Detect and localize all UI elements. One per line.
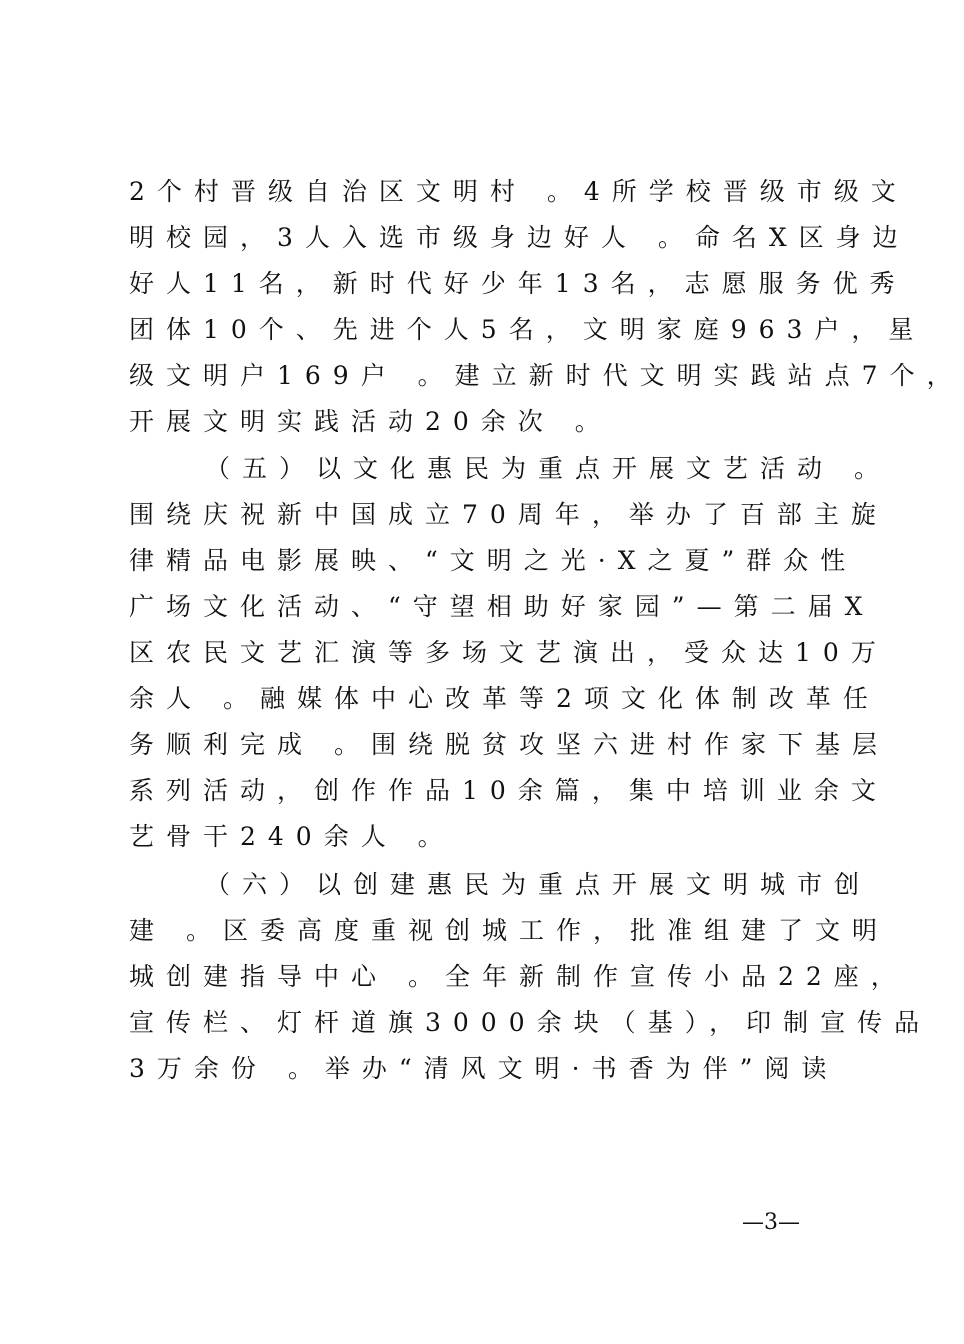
body-line-13: 务顺利完成 。围绕脱贫攻坚六进村作家下基层 [129,730,889,759]
body-line-6: 开展文明实践活动20余次 。 [129,407,612,436]
body-line-19: 宣传栏、灯杆道旗3000余块（基），印制宣传品 [129,1008,932,1037]
body-line-17: 建 。区委高度重视创城工作，批准组建了文明 [129,916,889,945]
body-line-14: 系列活动，创作作品10余篇，集中培训业余文 [129,776,888,805]
section-heading-6: （六）以创建惠民为重点开展文明城市创 [205,870,872,899]
body-line-4: 团体10个、先进个人5名，文明家庭963户，星 [129,315,926,344]
body-line-18: 城创建指导中心 。全年新制作宣传小品22座， [129,962,908,991]
body-line-5: 级文明户169户 。建立新时代文明实践站点7个， [129,361,964,390]
body-line-3: 好人11名，新时代好少年13名，志愿服务优秀 [129,269,907,298]
body-line-9: 律精品电影展映、“文明之光·X之夏”群众性 [129,546,858,575]
body-line-15: 艺骨干240余人 。 [129,822,455,851]
body-line-1: 2个村晋级自治区文明村 。4所学校晋级市级文 [129,177,908,206]
section-heading-5: （五）以文化惠民为重点开展文艺活动 。 [205,454,891,483]
body-line-2: 明校园，3人入选市级身边好人 。命名X区身边 [129,223,910,252]
body-line-11: 区农民文艺汇演等多场文艺演出，受众达10万 [129,638,888,667]
body-line-8: 围绕庆祝新中国成立70周年，举办了百部主旋 [129,500,888,529]
body-line-12: 余人 。融媒体中心改革等2项文化体制改革任 [129,684,880,713]
page-number: —3— [742,1210,800,1235]
body-line-10: 广场文化活动、“守望相助好家园”—第二届X [129,592,875,621]
body-line-20: 3万余份 。举办“清风文明·书香为伴”阅读 [129,1054,839,1083]
